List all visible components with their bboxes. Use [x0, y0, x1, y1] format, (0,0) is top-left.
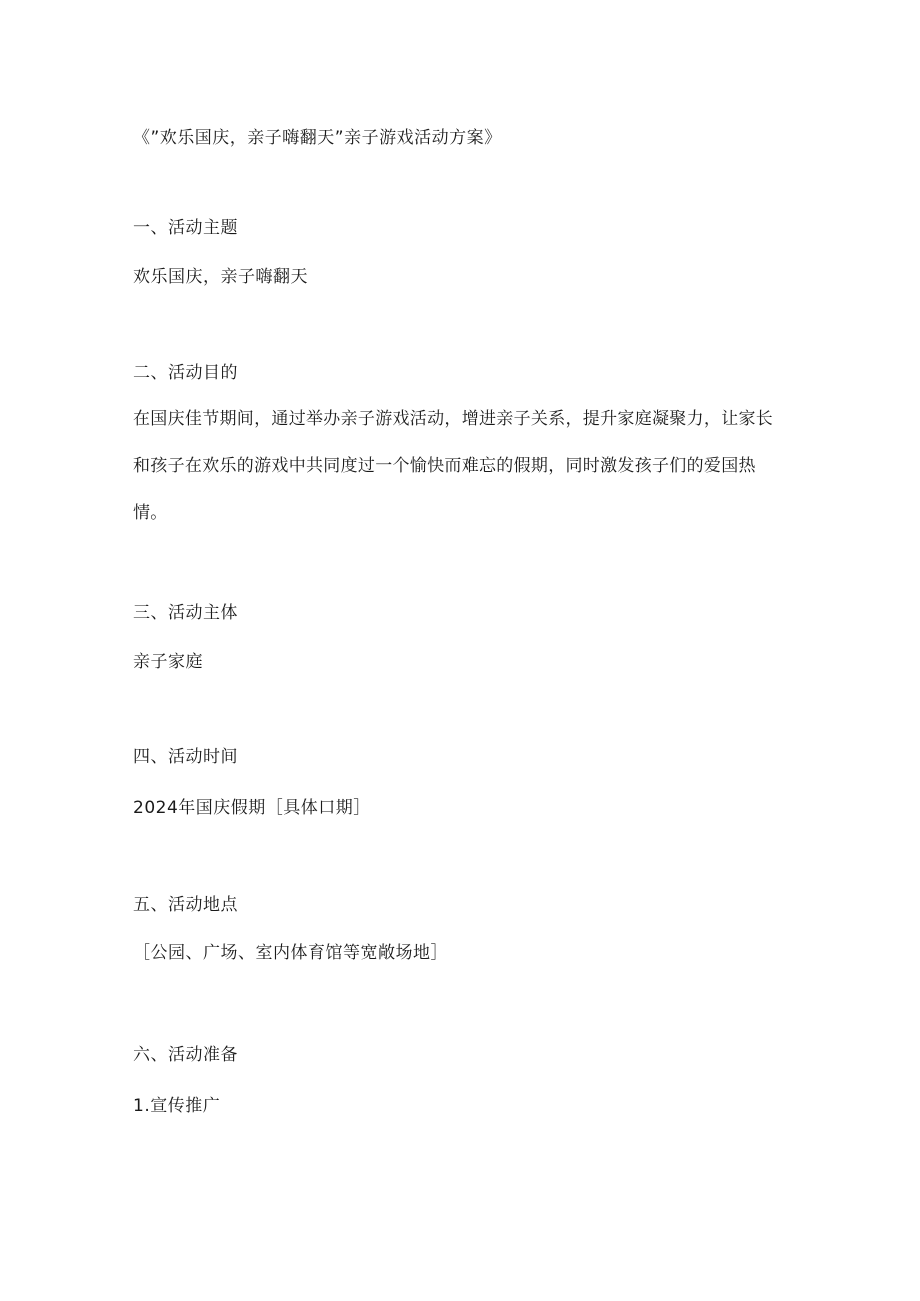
document-title: 《”欢乐国庆，亲子嗨翻天”亲子游戏活动方案》	[133, 128, 502, 148]
section-body-participants: 亲子家庭	[133, 652, 203, 672]
section-body-time: 2024年国庆假期［具体口期］	[133, 798, 371, 818]
section-heading-location: 五、活动地点	[133, 895, 238, 915]
section-body-purpose: 在国庆佳节期间，通过举办亲子游戏活动，增进亲子关系，提升家庭凝聚力，让家长和孩子在欢乐的游戏中共同度过一个愉快而难忘的假期，同时激发孩子们的爱国热情。	[133, 409, 774, 523]
section-heading-participants: 三、活动主体	[133, 603, 238, 623]
section-heading-purpose: 二、活动目的	[133, 363, 238, 383]
section-heading-time: 四、活动时间	[133, 747, 238, 767]
section-body-theme: 欢乐国庆，亲子嗨翻天	[133, 267, 308, 287]
section-body-preparation: 1.宣传推广	[133, 1096, 221, 1116]
section-body-location: ［公园、广场、室内体育馆等宽敞场地］	[133, 943, 448, 963]
section-heading-preparation: 六、活动准备	[133, 1045, 238, 1065]
section-heading-theme: 一、活动主题	[133, 218, 238, 238]
